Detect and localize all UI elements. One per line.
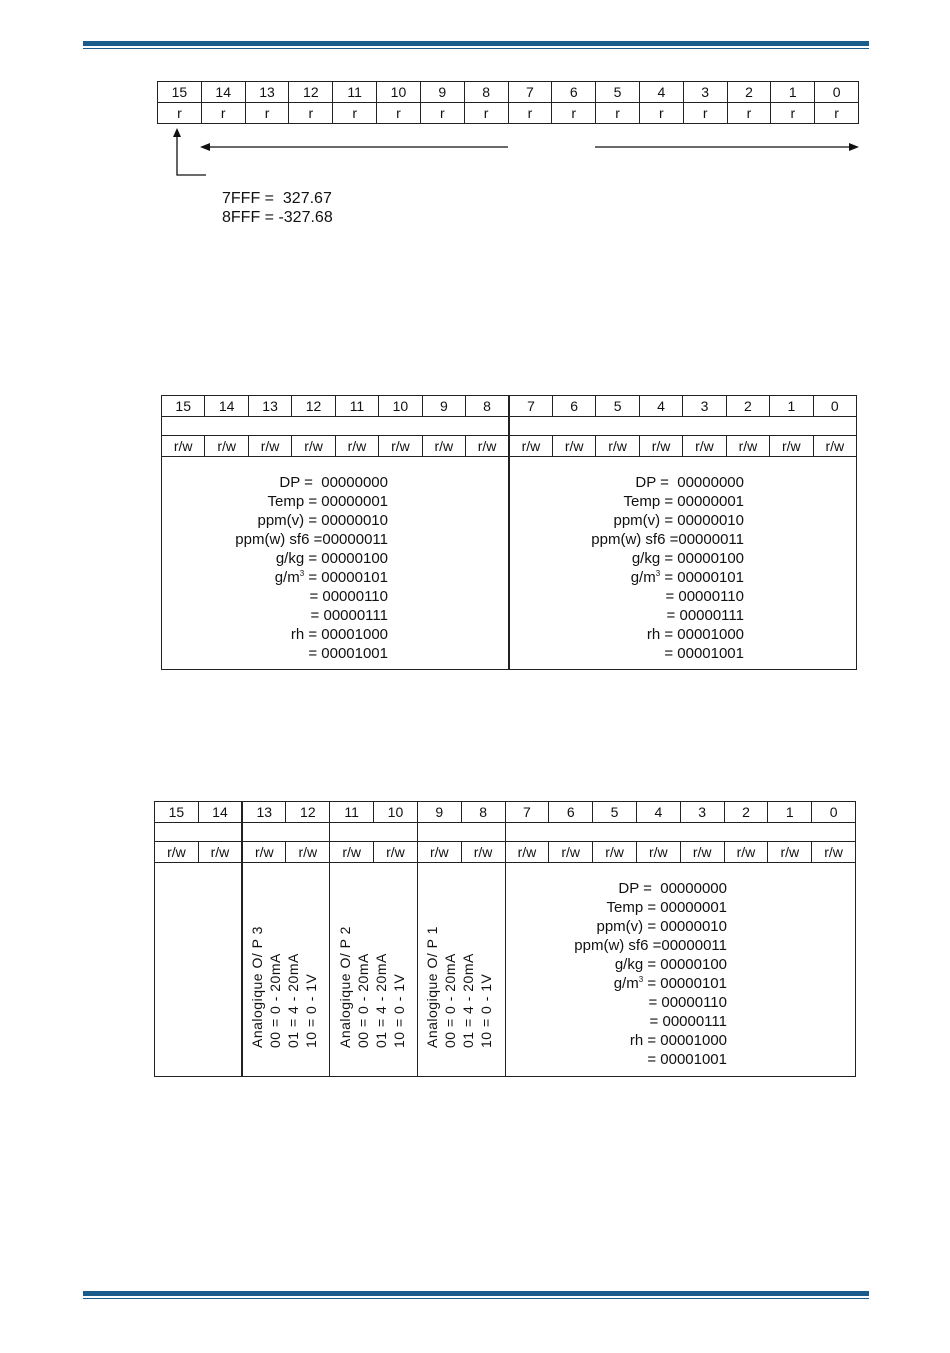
code-line: rh = 00001000 (646, 626, 744, 643)
access-cell: r (771, 103, 815, 124)
header-rule (83, 41, 869, 49)
bit-number: 13 (242, 802, 286, 823)
bit-number: 8 (466, 396, 509, 417)
access-cell: r (201, 103, 245, 124)
code-line: ppm(w) sf6 =00000011 (235, 531, 388, 548)
code-line: rh = 00001000 (629, 1032, 727, 1049)
bit-number: 15 (158, 82, 202, 103)
analog-output-3-cell (242, 863, 330, 1077)
bit-number: 8 (461, 802, 505, 823)
bit-number: 11 (335, 396, 378, 417)
code-line: ppm(w) sf6 =00000011 (591, 531, 744, 548)
unit-code-list (506, 863, 856, 1069)
code-line: ppm(v) = 00000010 (613, 512, 744, 529)
access-cell: r/w (162, 436, 205, 457)
blank-cell-op2 (330, 823, 418, 842)
bit-number: 9 (417, 802, 461, 823)
bit-range-arrows (170, 128, 870, 184)
superscript: 3 (655, 569, 661, 578)
bit-number: 2 (724, 802, 768, 823)
access-cell: r/w (724, 842, 768, 863)
register-table-3 (154, 801, 856, 1077)
access-cell: r/w (292, 436, 335, 457)
bit-number: 12 (289, 82, 333, 103)
right-arrowhead (849, 143, 859, 151)
superscript: 3 (638, 975, 644, 984)
code-line: = 00001001 (308, 645, 388, 662)
bit-number: 8 (464, 82, 508, 103)
blank-row (162, 417, 857, 436)
bit-number: 14 (201, 82, 245, 103)
unit-code-list (162, 457, 508, 663)
low-byte-codes (509, 457, 857, 670)
bit-number: 12 (292, 396, 335, 417)
access-cell: r/w (636, 842, 680, 863)
code-line: DP = 00000000 (635, 474, 744, 491)
analog-output-1-cell (417, 863, 505, 1077)
gm3-label: g/m (630, 569, 656, 586)
bit-number: 9 (422, 396, 465, 417)
access-cell: r/w (552, 436, 595, 457)
analog-output-option: 10 = 0 - 1V (303, 973, 320, 1048)
access-cell: r/w (198, 842, 242, 863)
bit-number: 6 (549, 802, 593, 823)
range-note (222, 189, 333, 227)
bit-number-row (162, 396, 857, 417)
code-line: g/kg = 00000100 (631, 550, 744, 567)
access-cell: r (464, 103, 508, 124)
left-arrowhead (200, 143, 210, 151)
register-table-2 (161, 395, 857, 670)
gm3-label: g/m (274, 569, 300, 586)
analog-output-1-text (423, 926, 495, 1048)
access-cell: r/w (813, 436, 856, 457)
high-byte-codes (162, 457, 510, 670)
code-line: = 00000110 (648, 994, 727, 1011)
access-cell: r/w (205, 436, 248, 457)
sign-bit-arrow (177, 134, 206, 175)
access-cell: r/w (683, 436, 726, 457)
bit-number: 4 (639, 82, 683, 103)
access-cell: r/w (466, 436, 509, 457)
analog-output-option: 00 = 0 - 20mA (354, 953, 371, 1048)
access-cell: r (289, 103, 333, 124)
blank-cell-reserved (155, 823, 243, 842)
code-description-row (155, 863, 856, 1077)
bit-number: 7 (508, 82, 552, 103)
bit-number: 7 (505, 802, 549, 823)
bit-number: 3 (680, 802, 724, 823)
bit-number: 4 (636, 802, 680, 823)
code-line-gm3 (510, 568, 744, 587)
code-line: = 00000110 (665, 588, 744, 605)
bit-number: 3 (683, 396, 726, 417)
analog-output-title: Analogique O/ P 1 (424, 926, 441, 1048)
code-line: Temp = 00000001 (606, 899, 727, 916)
bit-number: 14 (205, 396, 248, 417)
access-cell: r/w (379, 436, 422, 457)
access-cell: r (333, 103, 377, 124)
code-line: DP = 00000000 (618, 880, 727, 897)
access-row (162, 436, 857, 457)
bit-number: 0 (813, 396, 856, 417)
unit-codes-cell (505, 863, 856, 1077)
bit-number: 1 (771, 82, 815, 103)
footer-rule (83, 1291, 869, 1299)
max-value-line: 7FFF = 327.67 (222, 190, 332, 207)
access-row (158, 103, 859, 124)
bit-number: 14 (198, 802, 242, 823)
bit-number: 3 (683, 82, 727, 103)
analog-output-option: 01 = 4 - 20mA (460, 953, 477, 1048)
unit-code-list (510, 457, 856, 663)
bit-number: 9 (420, 82, 464, 103)
access-cell: r/w (374, 842, 418, 863)
code-line: DP = 00000000 (279, 474, 388, 491)
access-cell: r/w (680, 842, 724, 863)
blank-cell-high-byte (162, 417, 510, 436)
bit-number: 0 (812, 802, 856, 823)
access-cell: r (377, 103, 421, 124)
analog-output-option: 01 = 4 - 20mA (285, 953, 302, 1048)
bit-number: 10 (379, 396, 422, 417)
analog-output-3-text (248, 926, 320, 1048)
blank-cell-op3 (242, 823, 330, 842)
bit-number: 15 (162, 396, 205, 417)
access-cell: r/w (726, 436, 769, 457)
analog-output-2-text (336, 926, 408, 1048)
analog-output-title: Analogique O/ P 2 (336, 926, 353, 1048)
code-line: ppm(v) = 00000010 (257, 512, 388, 529)
access-cell: r/w (461, 842, 505, 863)
analog-output-title: Analogique O/ P 3 (249, 926, 266, 1048)
code-description-row (162, 457, 857, 670)
access-cell: r/w (549, 842, 593, 863)
access-cell: r (245, 103, 289, 124)
bit-number: 10 (374, 802, 418, 823)
bit-number: 11 (333, 82, 377, 103)
bit-number: 2 (726, 396, 769, 417)
access-cell: r/w (812, 842, 856, 863)
access-cell: r/w (768, 842, 812, 863)
access-cell: r (639, 103, 683, 124)
reserved-bits-cell (155, 863, 243, 1077)
access-cell: r/w (770, 436, 813, 457)
bit-number: 1 (770, 396, 813, 417)
access-cell: r (683, 103, 727, 124)
gm3-value: = 00000101 (643, 975, 727, 992)
bit-number-row (155, 802, 856, 823)
bit-number: 15 (155, 802, 199, 823)
bit-number: 13 (245, 82, 289, 103)
bit-number: 5 (596, 82, 640, 103)
blank-cell-low-byte (509, 417, 857, 436)
register-table-1 (157, 81, 859, 124)
analog-output-option: 00 = 0 - 20mA (267, 953, 284, 1048)
code-line: g/kg = 00000100 (614, 956, 727, 973)
analog-output-option: 10 = 0 - 1V (478, 973, 495, 1048)
code-line: ppm(w) sf6 =00000011 (574, 937, 727, 954)
access-cell: r/w (509, 436, 552, 457)
bit-number: 12 (286, 802, 330, 823)
access-cell: r/w (422, 436, 465, 457)
bit-number: 11 (330, 802, 374, 823)
bit-number: 6 (552, 396, 595, 417)
analog-output-option: 01 = 4 - 20mA (372, 953, 389, 1048)
bit-number: 4 (639, 396, 682, 417)
bit-number: 13 (248, 396, 291, 417)
code-line: = 00000111 (666, 607, 744, 624)
access-cell: r/w (242, 842, 286, 863)
bit-number: 2 (727, 82, 771, 103)
analog-output-option: 00 = 0 - 20mA (442, 953, 459, 1048)
bit-number: 5 (593, 802, 637, 823)
code-line: = 00001001 (664, 645, 744, 662)
code-line: ppm(v) = 00000010 (596, 918, 727, 935)
gm3-value: = 00000101 (304, 569, 388, 586)
min-value-line: 8FFF = -327.68 (222, 209, 333, 226)
access-cell: r/w (596, 436, 639, 457)
superscript: 3 (299, 569, 305, 578)
code-line: = 00000111 (649, 1013, 727, 1030)
access-cell: r/w (248, 436, 291, 457)
access-row (155, 842, 856, 863)
bit-number: 5 (596, 396, 639, 417)
access-cell: r/w (593, 842, 637, 863)
access-cell: r (727, 103, 771, 124)
bit-number: 6 (552, 82, 596, 103)
blank-cell-units (505, 823, 856, 842)
bit-number: 10 (377, 82, 421, 103)
gm3-value: = 00000101 (660, 569, 744, 586)
gm3-label: g/m (613, 975, 639, 992)
code-line-gm3 (162, 568, 388, 587)
access-cell: r (508, 103, 552, 124)
access-cell: r/w (417, 842, 461, 863)
code-line-gm3 (506, 974, 728, 993)
access-cell: r/w (155, 842, 199, 863)
bit-number: 1 (768, 802, 812, 823)
access-cell: r/w (639, 436, 682, 457)
access-cell: r (815, 103, 859, 124)
access-cell: r/w (330, 842, 374, 863)
analog-output-2-cell (330, 863, 418, 1077)
code-line: Temp = 00000001 (623, 493, 744, 510)
blank-cell-op1 (417, 823, 505, 842)
code-line: = 00000111 (310, 607, 388, 624)
bit-number-row (158, 82, 859, 103)
code-line: = 00001001 (647, 1051, 727, 1068)
access-cell: r/w (505, 842, 549, 863)
bit-number: 7 (509, 396, 552, 417)
code-line: rh = 00001000 (290, 626, 388, 643)
bit-number: 0 (815, 82, 859, 103)
sign-arrowhead (173, 128, 181, 137)
code-line: Temp = 00000001 (267, 493, 388, 510)
code-line: = 00000110 (309, 588, 388, 605)
access-cell: r (420, 103, 464, 124)
access-cell: r (596, 103, 640, 124)
access-cell: r (158, 103, 202, 124)
access-cell: r/w (286, 842, 330, 863)
access-cell: r (552, 103, 596, 124)
analog-output-option: 10 = 0 - 1V (390, 973, 407, 1048)
code-line: g/kg = 00000100 (275, 550, 388, 567)
access-cell: r/w (335, 436, 378, 457)
blank-row (155, 823, 856, 842)
